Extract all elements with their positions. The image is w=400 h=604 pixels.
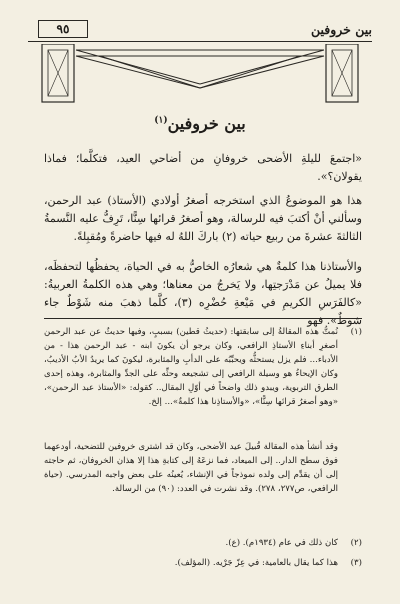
article-title-text: بين خروفين — [167, 114, 246, 133]
header-rule — [28, 41, 372, 42]
footnote-1-number: (١) — [350, 327, 362, 337]
footnote-continued-text: وقد أنشأ هذه المقالة قُبيلَ عيد الأضحى، وكان قد اشترى خروفين للتضحية، أودعهما فوق سطح الدار.. إلى الميعاد، فما نزعَهُ إلى كتابةِ هذا إلا هذان الخروفان، ثم حاجته إلى أن يقدِّم إلى ولده نموذجاً في الإنشاء، يُعينُه على بعض واجبه المدرسي. (حياة الرافعي، ص٢٧٧، ٢٧٨). وقد نشرت في العدد: (٩٠) من الرسالة. — [44, 442, 338, 494]
paragraph-1: «اجتمعَ لليلةِ الأضحى خروفانِ من أضاحي العيد، فتكلَّما؛ فماذا يقولان؟». — [44, 152, 362, 183]
page-number: ٩٥ — [38, 20, 88, 38]
page-header — [28, 20, 372, 42]
footnote-3 — [44, 556, 362, 570]
footnote-1 — [44, 325, 362, 409]
footnote-2 — [44, 536, 362, 550]
footnote-rule — [44, 318, 362, 319]
title-footnote-marker: (١) — [154, 115, 168, 126]
title-ornament — [40, 44, 360, 106]
footnote-2-number: (٢) — [350, 538, 362, 548]
footnote-3-number: (٣) — [350, 558, 362, 568]
footnote-1-text: نُمتُّ هذه المقالةُ إلى سابقتها: (حديثُ قطين) بسببٍ، وفيها حديثٌ عن عبد الرحمن أصغرِ أبناءِ الأستاذِ الرافعي، وكان يرجو أن يكونَ ابنه - عبد الرحمن هذا - من الأدباء... فلم يزل يستحثُّه ويحبِّبُه على الدأبِ والمثابرة، ليكونَ كما يريدُ الأبُ الأديبُ، وكان الإيحاءُ هو وسيلة الرافعي إلى تشجيعه وحثِّه على الجدِّ والمثابرة، وهذه إحدى الطرق التربوية، ويبدو ذلك واضحاً في أوّلِ المقال.. كقوله: «الأستاذ عبد الرحمن»، «وهو أصغرُ قرائها سِنًّا»، «والأستاذِنا هذا كلمةٌ»... إلخ. — [44, 327, 338, 407]
paragraph-2: هذا هو الموضوعُ الذي استخرجه أصغرُ أولادي (الأستاذ) عبد الرحمن، وسألني أنْ أكتبَ فيه للرسالة، وهو أصغرُ قرائها سِنًّا، تَرِفُّ عليه النَّسمةُ الثالثةَ عشرةَ من ربيع حياته (٢) باركَ اللهُ له فيها حاضرةً ومُقبِلةً. — [44, 194, 362, 243]
footnote-1-continued — [44, 440, 362, 496]
right-ornament-icon — [326, 44, 358, 102]
footnote-3-text: هذا كما يقال بالعامية: في عِزّ جَرْيه. (المؤلف). — [174, 558, 338, 568]
paragraph-3: والأستاذنا هذا كلمةٌ هي شعارُه الخاصُّ به في الحياة، يحفظُها لتحفظَه، فلا يميلُ عن مَدْرَجتِها، ولا يَخرجُ من معناها؛ وهي هذه الكلمةُ العربيةُ: «كالفَرَسِ الكريمِ في مَيْعةِ حُضْرِه (٣)، كلَّما ذهبَ منه شَوْطٌ جاء شوطٌ». فهو — [44, 260, 362, 327]
article-title — [0, 114, 400, 133]
left-ornament-icon — [42, 44, 74, 102]
running-title: بين خروفين — [310, 22, 372, 37]
footnote-2-text: كان ذلك في عام (١٩٣٤م). (ع). — [225, 538, 338, 548]
